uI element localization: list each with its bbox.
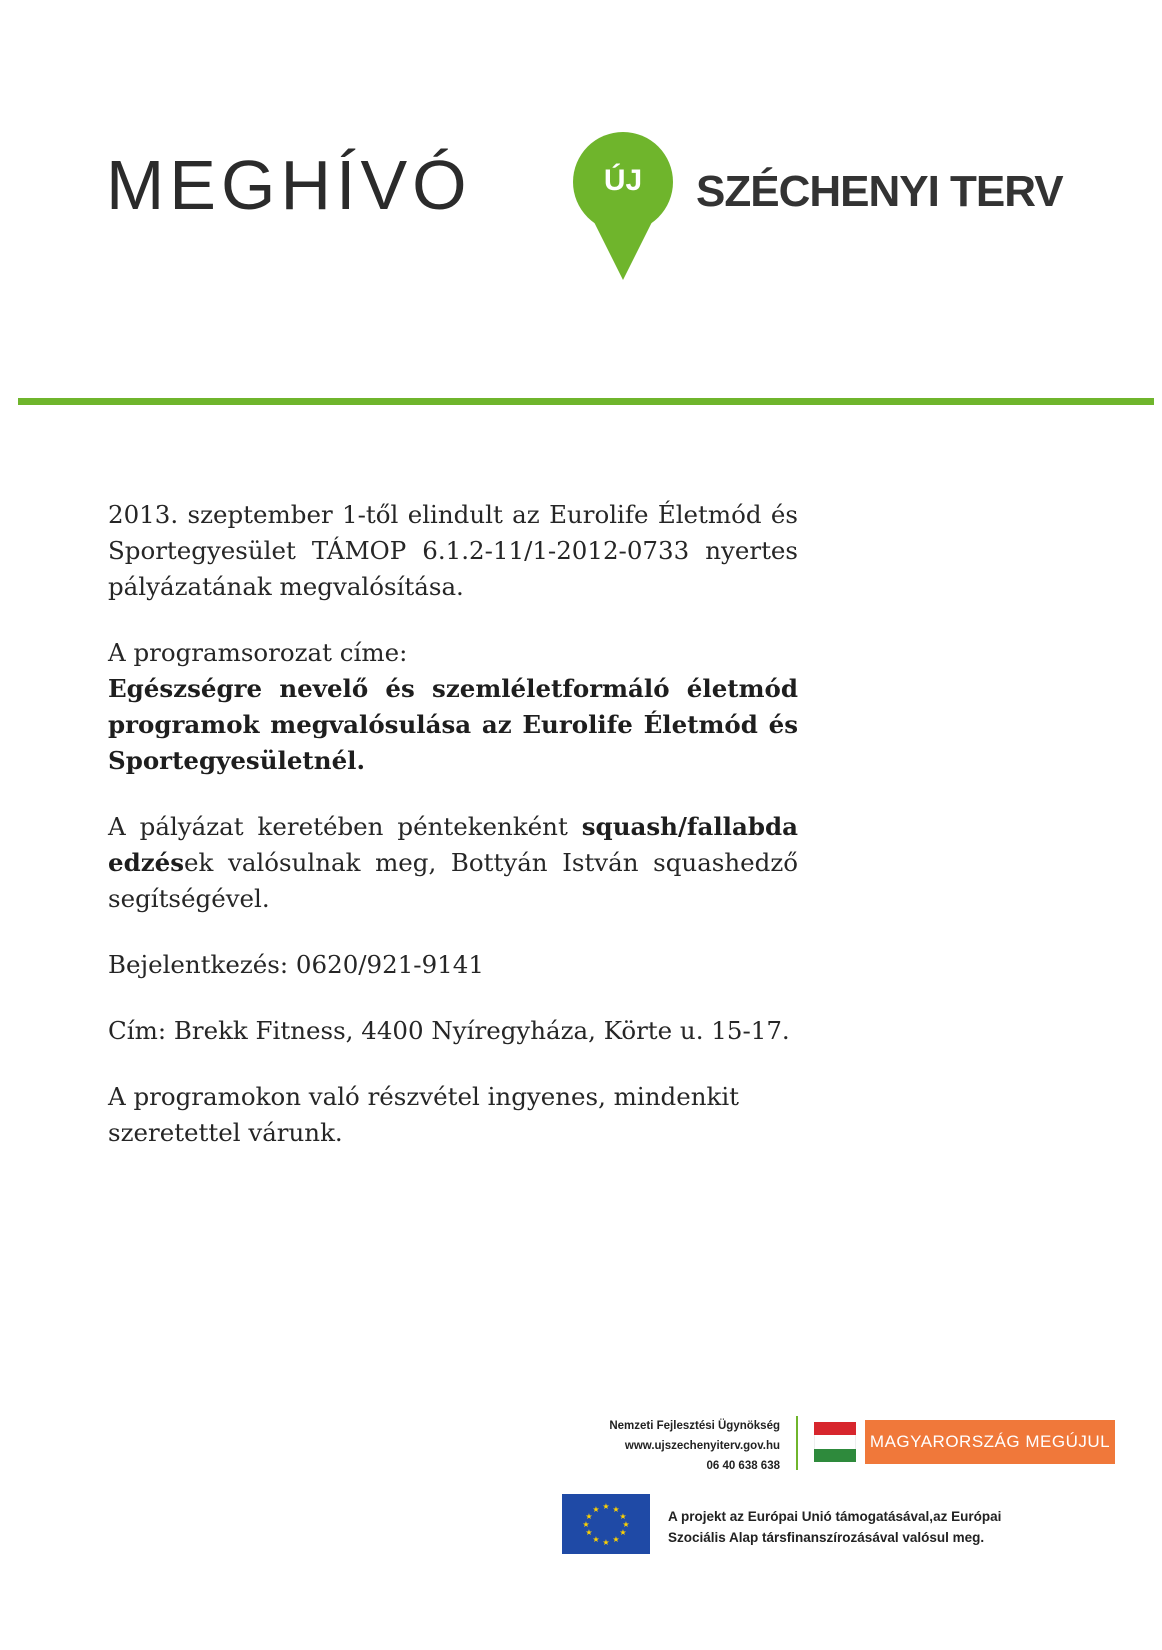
svg-text:★: ★	[602, 1502, 610, 1511]
header-divider	[18, 398, 1154, 405]
program-title: Egészségre nevelő és szemléletformáló életmód programok megvalósulása az Eurolife Életmód és Sportegyesületnél.	[108, 674, 798, 775]
logo-pin-label: ÚJ	[603, 164, 643, 197]
svg-text:★: ★	[592, 1535, 600, 1544]
hungarian-flag-icon	[814, 1422, 856, 1462]
logo-brand-name: SZÉCHENYI TERV	[696, 167, 1063, 216]
svg-text:★: ★	[619, 1528, 627, 1537]
program-paragraph	[108, 635, 798, 779]
renewal-badge: MAGYARORSZÁG MEGÚJUL	[865, 1420, 1115, 1464]
program-label: A programsorozat címe:	[108, 638, 408, 667]
closing-paragraph: A programokon való részvétel ingyenes, mindenkit szeretettel várunk.	[108, 1082, 739, 1147]
agency-block	[560, 1416, 780, 1476]
agency-phone: 06 40 638 638	[706, 1460, 780, 1472]
eu-funding-note	[668, 1506, 1128, 1548]
footer	[560, 1416, 1120, 1566]
footer-divider	[796, 1416, 798, 1470]
address-line: Cím: Brekk Fitness, 4400 Nyíregyháza, Körte u. 15-17.	[108, 1016, 790, 1045]
svg-text:★: ★	[585, 1512, 593, 1521]
eu-note-line-1: A projekt az Európai Unió támogatásával,az Európai	[668, 1509, 1002, 1524]
training-prefix: A pályázat keretében péntekenként	[108, 812, 568, 841]
svg-text:★: ★	[622, 1520, 630, 1529]
intro-paragraph: 2013. szeptember 1-től elindult az Eurolife Életmód és Sportegyesület TÁMOP 6.1.2-11/1-2012-0733 nyertes pályázatának megvalósítása.	[108, 500, 798, 601]
svg-text:★: ★	[592, 1505, 600, 1514]
registration-line: Bejelentkezés: 0620/921-9141	[108, 950, 484, 979]
eu-flag-icon	[562, 1494, 650, 1554]
training-sport: squash/fallabda edzés	[108, 812, 798, 877]
training-suffix: ek valósulnak meg, Bottyán István squashedző segítségével.	[108, 848, 798, 913]
training-paragraph	[108, 809, 798, 917]
svg-text:★: ★	[612, 1505, 620, 1514]
location-pin-icon	[571, 132, 675, 282]
szechenyi-terv-logo	[571, 132, 1111, 292]
agency-url: www.ujszechenyiterv.gov.hu	[624, 1440, 780, 1452]
svg-text:★: ★	[612, 1535, 620, 1544]
invitation-body	[108, 497, 798, 1181]
eu-note-line-2: Szociális Alap társfinanszírozásával valósul meg.	[668, 1530, 985, 1545]
agency-name: Nemzeti Fejlesztési Ügynökség	[609, 1420, 780, 1432]
svg-text:★: ★	[582, 1520, 590, 1529]
page-title: MEGHÍVÓ	[106, 146, 472, 224]
svg-text:★: ★	[585, 1528, 593, 1537]
svg-text:★: ★	[619, 1512, 627, 1521]
svg-text:★: ★	[602, 1538, 610, 1547]
